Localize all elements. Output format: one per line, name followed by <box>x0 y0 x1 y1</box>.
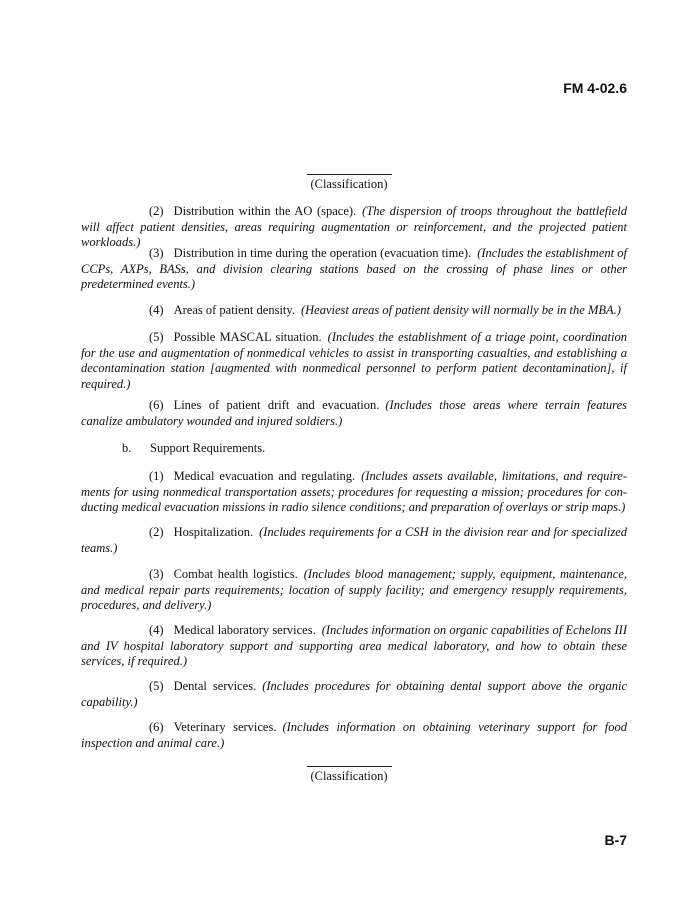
paragraph-b6: (6) Veterinary services. (Includes information on obtaining veterinary support for food inspection and animal care.) <box>81 720 627 750</box>
paragraph-b4: (4) Medical laboratory services. (Includes information on organic capabilities of Echelons III and IV hospital laboratory support and supporting area medical laboratory, and how to obtain these services, if required.) <box>81 623 627 669</box>
paragraph-b5: (5) Dental services. (Includes procedures for obtaining dental support above the organic capability.) <box>81 679 628 709</box>
paragraph-b1: (1) Medical evacuation and regulating. (Includes assets available, limitations, and require-ments for using nonmedical transportation assets; procedures for requesting a mission; procedures for con-ducting medical evacuation missions in radio silence conditions; and preparation of overlays or strip maps.) <box>81 469 627 515</box>
paragraph-a6: (6) Lines of patient drift and evacuation. (Includes those areas where terrain features canalize ambulatory wounded and injured soldiers.) <box>81 398 627 428</box>
classification-bottom <box>0 766 698 784</box>
document-id: FM 4-02.6 <box>563 80 627 96</box>
page-number: B-7 <box>604 832 627 848</box>
classification-rule <box>307 766 392 767</box>
paragraph-a3: (3) Distribution in time during the operation (evacuation time). (Includes the establishment of CCPs, AXPs, BASs, and division clearing stations based on the crossing of phase lines or other predetermined events.) <box>81 246 628 292</box>
section-b-heading: b. Support Requirements. <box>122 441 266 455</box>
paragraph-b2: (2) Hospitalization. (Includes requirements for a CSH in the division rear and for specialized teams.) <box>81 525 627 555</box>
classification-label: (Classification) <box>310 177 388 191</box>
paragraph-a4: (4) Areas of patient density. (Heaviest areas of patient density will normally be in the MBA.) <box>149 303 621 317</box>
paragraph-b3: (3) Combat health logistics. (Includes blood management; supply, equipment, maintenance, and medical repair parts requirements; location of supply facility; and emergency resupply requirements, procedures, and delivery.) <box>81 567 627 613</box>
paragraph-a2: (2) Distribution within the AO (space). (The dispersion of troops throughout the battlefield will affect patient densities, areas requiring augmentation or reinforcement, and the projected patient workloads.) <box>81 204 627 250</box>
classification-top <box>0 174 698 192</box>
paragraph-a5: (5) Possible MASCAL situation. (Includes the establishment of a triage point, coordination for the use and augmentation of nonmedical vehicles to assist in transporting casualties, and establishing a decontamination station [augmented with nonmedical personnel to perform patient decontamination], if required.) <box>81 330 628 391</box>
classification-label: (Classification) <box>310 769 388 783</box>
classification-rule <box>307 174 392 175</box>
